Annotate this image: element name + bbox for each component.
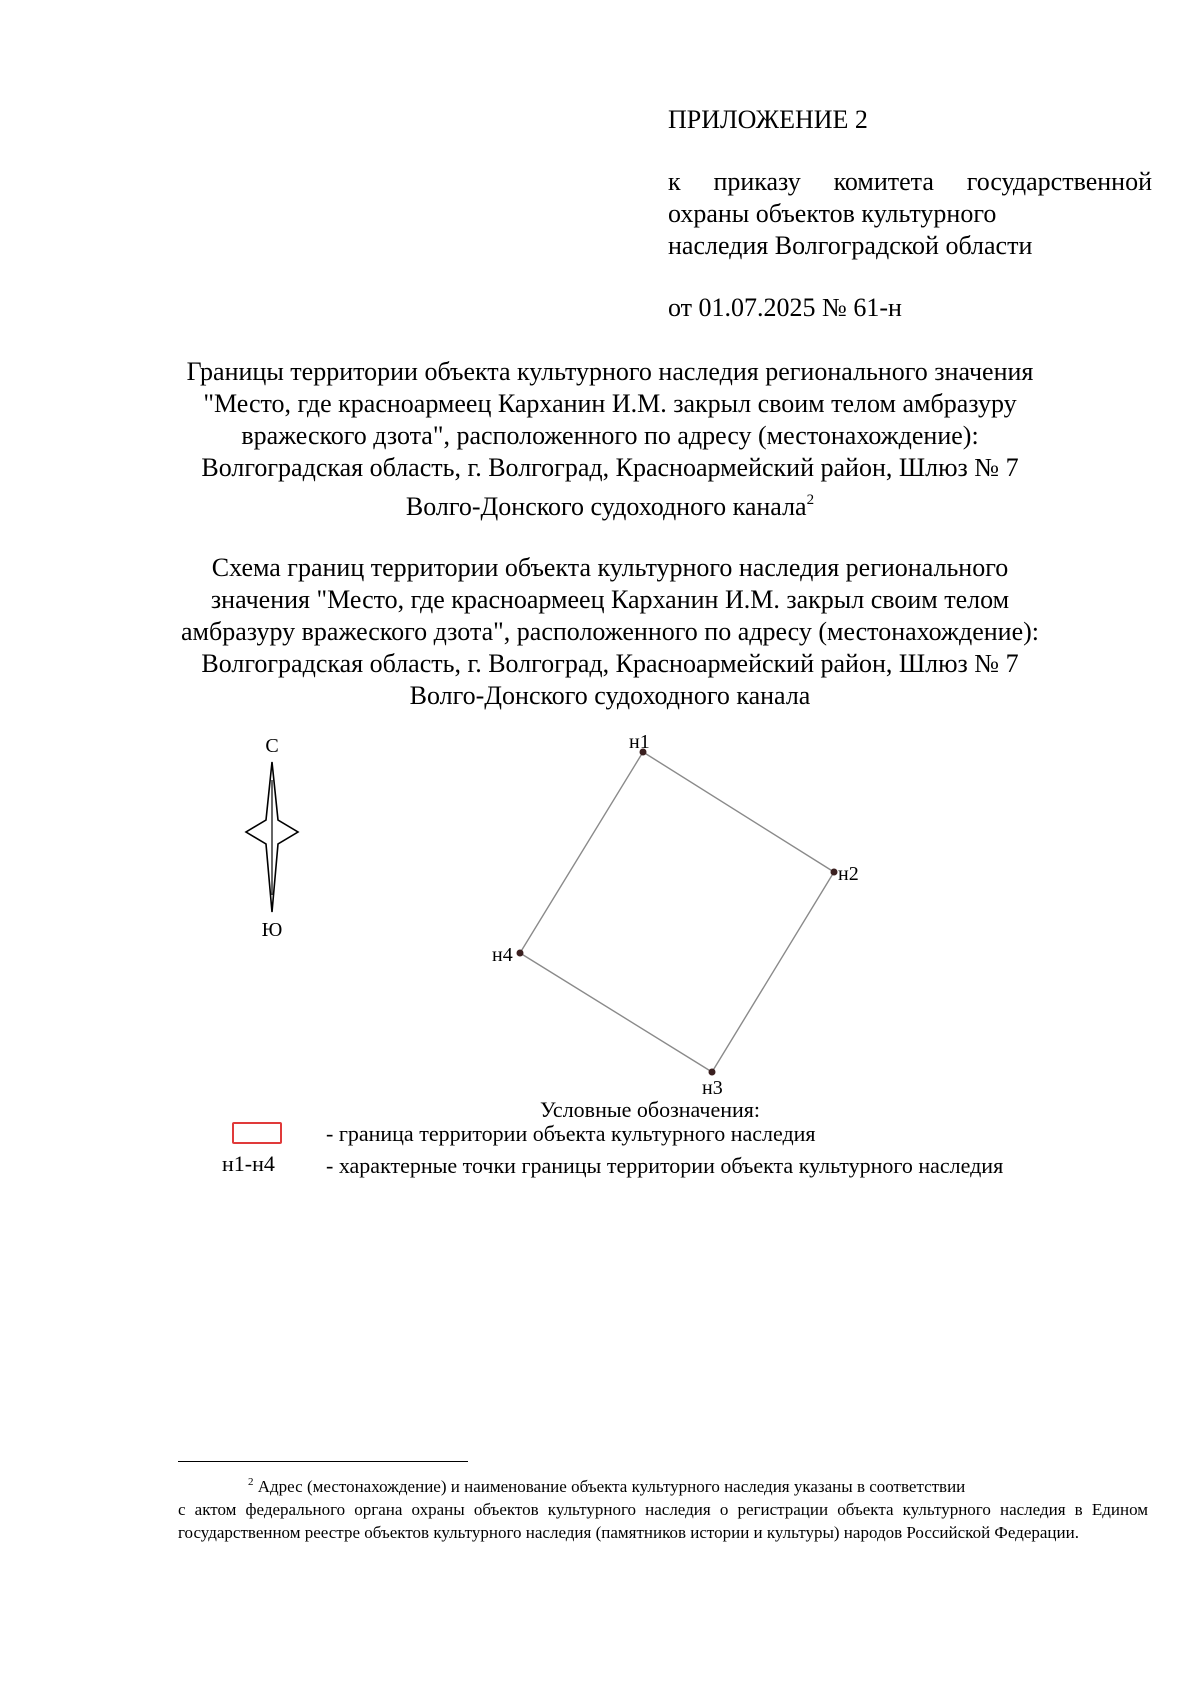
compass-rose [246,735,298,941]
footnote-mark: 2 [248,1476,254,1488]
scheme-title-line: Схема границ территории объекта культурного наследия регионального [211,553,1009,582]
footnote-text-line1: Адрес (местонахождение) и наименование объекта культурного наследия указаны в соответствии [257,1477,966,1496]
scheme-title-line: Волго-Донского судоходного канала [409,681,811,710]
appendix-order-line: охраны объектов культурного [668,199,997,228]
point-label-n3: н3 [702,1077,723,1099]
title-line: вражеского дзота", расположенного по адресу (местонахождение): [241,421,979,450]
legend-border-swatch [232,1122,282,1144]
title-line: "Место, где красноармеец Карханин И.М. закрыл своим телом амбразуру [203,389,1017,418]
footnote-separator [178,1461,468,1462]
appendix-heading: ПРИЛОЖЕНИЕ 2 [668,105,868,134]
scheme-title-line: Волгоградская область, г. Волгоград, Красноармейский район, Шлюз № 7 [201,649,1019,678]
appendix-order-line: к приказу комитета государственной [668,167,1152,196]
legend-border-description: - граница территории объекта культурного наследия [326,1121,816,1146]
title-line: Границы территории объекта культурного наследия регионального значения [186,357,1034,386]
point-label-n2: н2 [838,863,859,885]
appendix-order-line: наследия Волгоградской области [668,231,1033,260]
scheme-title-line: амбразуру вражеского дзота", расположенного по адресу (местонахождение): [181,617,1039,646]
footnote-text-rest: с актом федерального органа охраны объектов культурного наследия о регистрации объекта культурного наследия в Едином государственном реестре объектов культурного наследия (памятников истории и культуры) народов Российской Федерации. [178,1500,1148,1542]
title-line: Волго-Донского судоходного канала [405,492,807,521]
appendix-date: от 01.07.2025 № 61-н [668,293,902,322]
footnote [178,1471,1148,1544]
point-label-n4: н4 [492,944,513,966]
compass-south-label: Ю [261,919,283,941]
boundary-point-n3[interactable] [709,1069,716,1076]
boundary-point-n2[interactable] [831,869,838,876]
compass-north-label: С [265,735,279,757]
legend-points-description: - характерные точки границы территории объекта культурного наследия [326,1153,1004,1178]
point-label-n1: н1 [629,731,650,753]
footnote-first-line [178,1471,1148,1498]
legend-title: Условные обозначения: [540,1097,761,1122]
title-line: Волгоградская область, г. Волгоград, Красноармейский район, Шлюз № 7 [201,453,1019,482]
footnote-reference[interactable]: 2 [806,492,815,508]
territory-boundary [520,752,834,1072]
scheme-title-line: значения "Место, где красноармеец Карханин И.М. закрыл своим телом [210,585,1010,614]
legend-points-label: н1-н4 [222,1151,275,1176]
boundary-point-n4[interactable] [517,950,524,957]
